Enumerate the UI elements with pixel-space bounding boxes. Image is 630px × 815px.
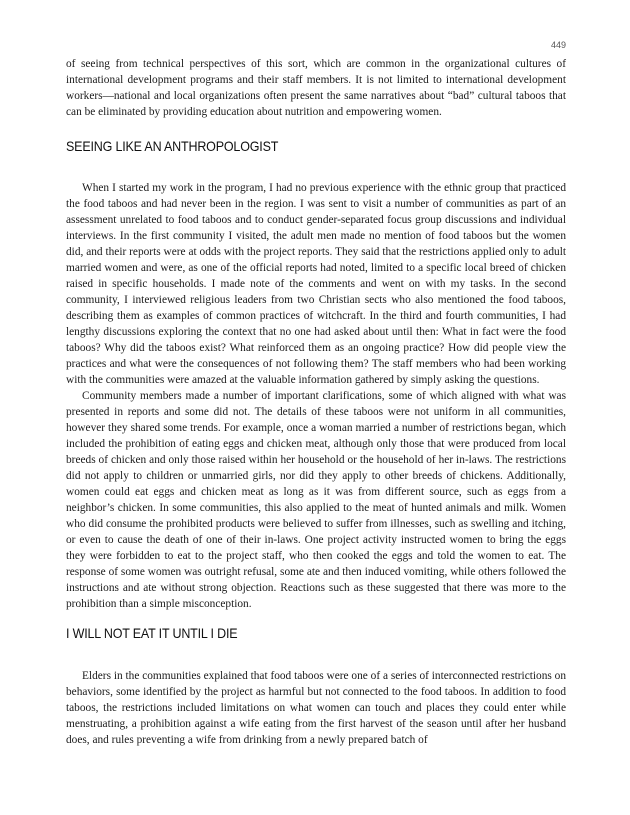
intro-paragraph: of seeing from technical perspectives of this sort, which are common in the organizational cultures of international development programs and their staff members. It is not limited to international development workers—national and local organizations often present the same narratives about “bad” cultural taboos that can be eliminated by providing education about nutrition and empowering women. xyxy=(66,58,566,118)
section1-paragraph-1: When I started my work in the program, I had no previous experience with the ethnic group that practiced the food taboos and had never been in the region. I was sent to visit a number of communities as part of an assessment unrelated to food taboos and to conduct gender-separated focus group discussions and individual interviews. In the first community I visited, the adult men made no mention of food taboos but the women did, and their reports were at odds with the project reports. They said that the restrictions applied only to adult married women and were, as one of the official reports had noted, limited to a specific local breed of chicken raised in specific households. I made note of the comments and went on with my tasks. In the second community, I interviewed religious leaders from two Christian sects who also mentioned the food taboos, describing them as examples of common practices of witchcraft. In the third and fourth communities, I had lengthy discussions exploring the context that no one had asked about until then: What in fact were the food taboos? Why did the taboos exist? What reinforced them as an ongoing practice? How did people view the practices and what were the consequences of not following them? The staff members who had been working with the communities were amazed at the valuable information gathered by simply asking the questions. xyxy=(66,182,566,386)
section1-body xyxy=(66,180,566,612)
section2-body xyxy=(66,668,566,748)
section2-paragraph-1: Elders in the communities explained that food taboos were one of a series of interconnected restrictions on behaviors, some identified by the project as harmful but not connected to the food taboos. In addition to food taboos, the restrictions included limitations on what women can touch and places they could enter while menstruating, a prohibition against a wife eating from the first harvest of the season until after her husband does, and rules preventing a wife from drinking from a newly prepared batch of xyxy=(66,670,566,746)
section1-paragraph-2: Community members made a number of important clarifications, some of which aligned with what was presented in reports and some did not. The details of these taboos were not uniform in all communities, however they shared some trends. For example, once a woman married a number of restrictions began, which included the prohibition of eating eggs and chicken meat, although only those that were produced from local breeds of chicken and only those raised within her household or the household of her in-laws. The restrictions did not apply to children or unmarried girls, nor did they apply to other breeds of chickens. Additionally, women could eat eggs and chicken meat as long as it was from different source, such as eggs from a neighbor’s chicken. In some communities, this also applied to the meat of hunted animals and milk. Women who did consume the prohibited products were believed to suffer from illnesses, such as swelling and itching, or even to cause the death of one of their in-laws. One project activity instructed women to bring the eggs they were forbidden to eat to the project staff, who then cooked the eggs and told the women to eat. The response of some women was outright refusal, some ate and then induced vomiting, while others followed the instructions and ate without strong objection. Reactions such as these suggested that there was more to the prohibition than a simple misconception. xyxy=(66,390,566,610)
section-heading-i-will-not-eat-it-until-i-die: I WILL NOT EAT IT UNTIL I DIE xyxy=(66,626,238,641)
page-number: 449 xyxy=(550,40,566,50)
section-heading-seeing-like-an-anthropologist: SEEING LIKE AN ANTHROPOLOGIST xyxy=(66,139,279,154)
intro-paragraph-block xyxy=(66,56,566,120)
